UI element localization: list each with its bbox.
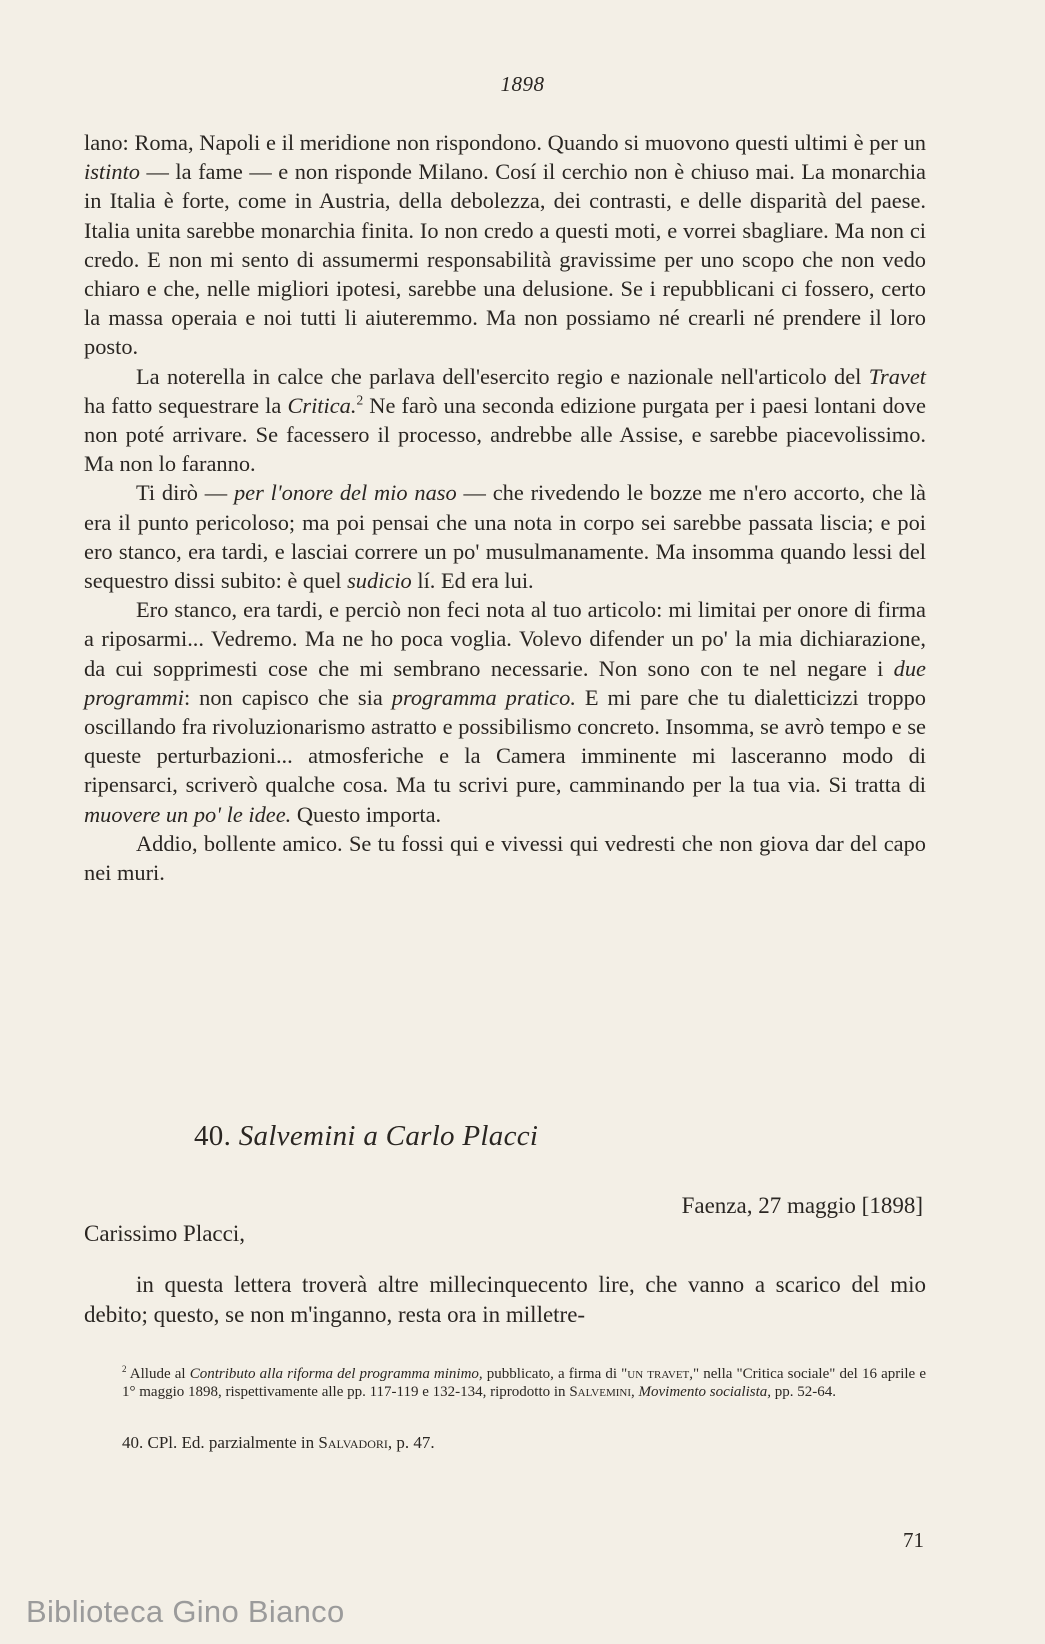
page-number: 71	[903, 1528, 924, 1552]
paragraph: Ero stanco, era tardi, e perciò non feci nota al tuo articolo: mi limitai per onore di firma a riposarmi... Vedremo. Ma ne ho poca voglia. Volevo difender un po' la mia dichiarazione, da cui sopprimesti cose che mi sembrano necessarie. Non sono con te nel negare i due programmi: non capisco che sia programma pratico. E mi pare che tu dialetticizzi troppo oscillando fra rivoluzionarismo astratto e possibilismo concreto. Insomma, se avrò tempo e se queste perturbazioni... atmosferiche e la Camera imminente mi lasceranno modo di ripensarci, scriverò qualche cosa. Ma tu scrivi pure, camminando per la tua via. Si tratta di muovere un po' le idee. Questo importa.	[84, 597, 926, 827]
small-caps-span: Salvemini	[569, 1384, 632, 1400]
italic-span: Travet	[868, 363, 926, 389]
italic-span: Critica.	[287, 392, 357, 418]
letter-39-continuation	[84, 128, 926, 887]
letter-heading	[194, 1120, 538, 1153]
italic-span: programma pratico.	[391, 684, 576, 710]
source-note: 40. CPl. Ed. parzialmente in Salvadori, p. 47.	[122, 1433, 435, 1452]
salutation: Carissimo Placci,	[84, 1221, 245, 1246]
letter-title: Salvemini a Carlo Placci	[238, 1120, 539, 1152]
footnote-text: Allude al Contributo alla riforma del programma minimo, pubblicato, a firma di "un travet," nella "Critica sociale" del 16 aprile e 1° maggio 1898, rispettivamente alle pp. 117-119 e 132-134, riprodotto in Salvemini, Movimento socialista, pp. 52-64.	[122, 1366, 926, 1400]
italic-span: muovere un po' le idee.	[84, 801, 292, 827]
dateline: Faenza, 27 maggio [1898]	[681, 1193, 923, 1218]
italic-span: due programmi	[84, 655, 926, 710]
small-caps-span: Salvadori	[318, 1433, 388, 1452]
paragraph: Addio, bollente amico. Se tu fossi qui e vivessi qui vedresti che non giova dar del capo nei muri.	[84, 830, 926, 886]
italic-span: Contributo alla riforma del programma minimo,	[189, 1366, 483, 1382]
italic-span: per l'onore del mio naso	[233, 480, 457, 506]
footnote-marker: 2	[122, 1364, 127, 1374]
letter-40-opening: in questa lettera troverà altre millecinquecento lire, che vanno a scarico del mio debito; questo, se non m'inganno, resta ora in milletre-	[84, 1272, 926, 1327]
italic-span: sudicio	[347, 568, 412, 594]
footnote-ref: 2	[356, 392, 364, 408]
paragraph: lano: Roma, Napoli e il meridione non rispondono. Quando si muovono questi ultimi è per un istinto — la fame — e non risponde Milano. Cosí il cerchio non è chiuso mai. La monarchia in Italia è forte, come in Austria, della debolezza, dei contrasti, e delle disparità del paese. Italia unita sarebbe monarchia finita. Io non credo a questi moti, e vorrei sbagliare. Ma non ci credo. E non mi sento di assumermi responsabilità gravissime per uno scopo che non vedo chiaro e che, nelle migliori ipotesi, sarebbe una delusione. Se i repubblicani ci fossero, certo la massa operaia e noi tutti li aiuteremmo. Ma non possiamo né crearli né prendere il loro posto.	[84, 130, 926, 360]
running-head: 1898	[500, 72, 545, 96]
italic-span: istinto	[84, 159, 140, 185]
small-caps-span: un travet	[627, 1366, 690, 1382]
letter-number: 40.	[194, 1120, 232, 1152]
italic-span: Movimento socialista,	[638, 1384, 772, 1400]
watermark: Biblioteca Gino Bianco	[26, 1594, 345, 1629]
paragraph: La noterella in calce che parlava dell'esercito regio e nazionale nell'articolo del Travet ha fatto sequestrare la Critica.$^2$ Ne farò una seconda edizione purgata per i paesi lontani dove non poté arrivare. Se facessero il processo, andrebbe alle Assise, e sarebbe piacevolissimo. Ma non lo faranno.	[84, 363, 926, 477]
paragraph: Ti dirò — per l'onore del mio naso — che rivedendo le bozze me n'ero accorto, che là era il punto pericoloso; ma poi pensai che una nota in corpo sei sarebbe passata liscia; e poi ero stanco, era tardi, e lasciai correre un po' musulmanamente. Ma insomma quando lessi del sequestro dissi subito: è quel sudicio lí. Ed era lui.	[84, 480, 926, 594]
footnote	[122, 1365, 926, 1401]
